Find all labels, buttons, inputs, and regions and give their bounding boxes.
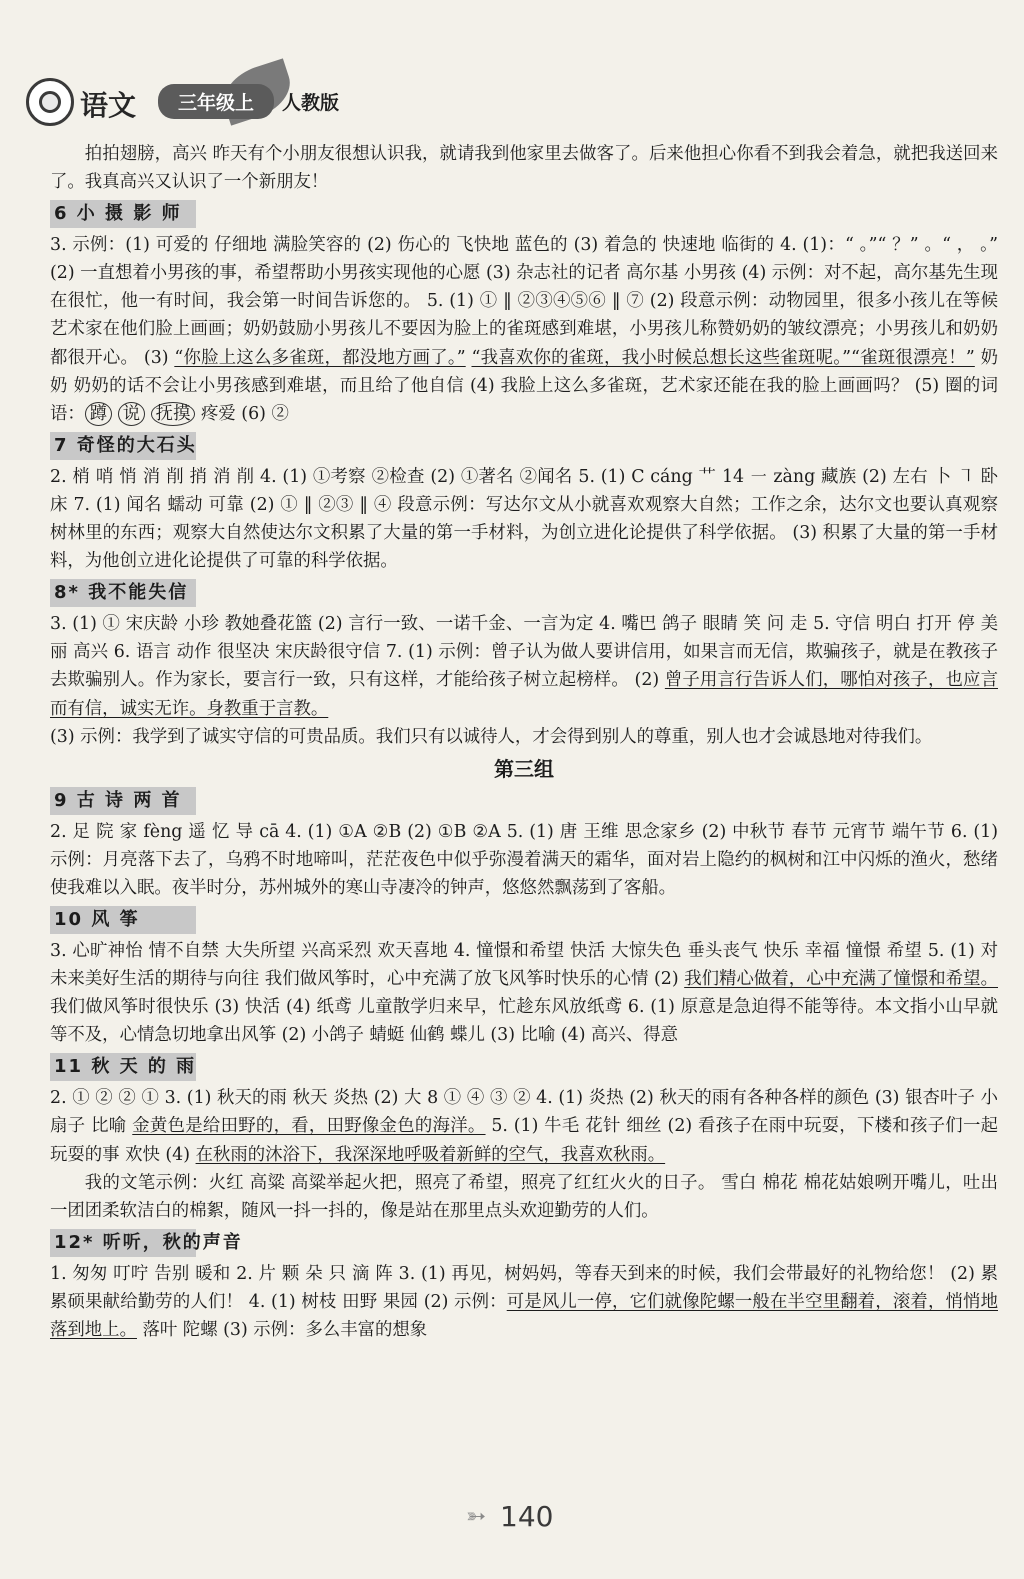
section-6-body: 3. 示例：(1) 可爱的 仔细地 满脸笑容的 (2) 伤心的 飞快地 蓝色的 (3) 着急的 快速地 临街的 4. (1)：“ 。”“ ？” 。“ ， 。” (2) 一直想着小男孩的事，希望帮助小男孩实现他的心愿 (3) 杂志社的记者 高尔基 小男孩 (4) 示例：对不起，高尔基先生现在很忙，他一有时间，我会第一时间告诉您的。 5. (1) ① ‖ ②③④⑤⑥ ‖ ⑦ (2) 段意示例：动物园里，很多小孩儿在等候艺术家在他们脸上画画；奶奶鼓励小男孩儿不要因为脸上的雀斑感到难堪，小男孩儿称赞奶奶的皱纹漂亮；小男孩儿和奶奶都很开心。 (3) “你脸上这么多雀斑，都没地方画了。” “我喜欢你的雀斑，我小时候总想长这些雀斑呢。”“雀斑很漂亮！” 奶奶 奶奶的话不会让小男孩感到难堪，而且给了他自信 (4) 我脸上这么多雀斑，艺术家还能在我的脸上画画吗？ (5) 圈的词语： 蹲 说 抚摸 疼爱 (6) ② [50,235,998,424]
section-title-7: 7 奇怪的大石头 [50,432,196,460]
subject-title: 语文 [80,89,137,122]
section-8-body: 3. (1) ① 宋庆龄 小珍 教她叠花篮 (2) 言行一致、一诺千金、一言为定 4. 嘴巴 鸽子 眼睛 笑 问 走 5. 守信 明白 打开 停 美丽 高兴 6. 语言 动作 很坚决 宋庆龄很守信 7. (1) 示例：曾子认为做人要讲信用，如果言而无信，欺骗孩子，就是在教孩子去欺骗别人。作为家长，要言行一致，只有这样，才能给孩子树立起榜样。 (2) 曾子用言行告诉人们，哪怕对孩子，也应言而有信，诚实无诈。身教重于言教。 (3) 示例：我学到了诚实守信的可贵品质。我们只有以诚待人，才会得到别人的尊重，别人也才会诚恳地对待我们。 [50,614,998,747]
section-title-8: 8* 我不能失信 [50,579,196,607]
book-logo-icon [26,78,74,126]
section-12-body: 1. 匆匆 叮咛 告别 暖和 2. 片 颗 朵 只 滴 阵 3. (1) 再见，树妈妈，等春天到来的时候，我们会带最好的礼物给您！ (2) 累累硕果献给勤劳的人们！ 4. (1) 树枝 田野 果园 (2) 示例：可是风儿一停，它们就像陀螺一般在半空里翻着，滚着，悄悄地落到地上。 落叶 陀螺 (3) 示例：多么丰富的想象 [50,1263,998,1340]
section-title-11: 11 秋 天 的 雨 [50,1053,196,1081]
section-11-body: 2. ① ② ② ① 3. (1) 秋天的雨 秋天 炎热 (2) 大 8 ① ④ ③ ② 4. (1) 炎热 (2) 秋天的雨有各种各样的颜色 (3) 银杏叶子 小扇子 比喻 金黄色是给田野的，看，田野像金色的海洋。 5. (1) 牛毛 花针 细丝 (2) 看孩子在雨中玩耍，下楼和孩子们一起玩耍的事 欢快 (4) 在秋雨的沐浴下，我深深地呼吸着新鲜的空气，我喜欢秋雨。 [50,1088,998,1165]
header [18,68,438,132]
section-title-12: 12* 听听，秋的声音 [50,1229,196,1257]
section-9-body: 2. 足 院 家 fèng 遥 忆 导 cā 4. (1) ①A ②B (2) ①B ②A 5. (1) 唐 王维 思念家乡 (2) 中秋节 春节 元宵节 端午节 6. (1) 示例：月亮落下去了，乌鸦不时地啼叫，茫茫夜色中似乎弥漫着满天的霜华，面对岩上隐约的枫树和江中闪烁的渔火，愁绪使我难以入眠。夜半时分，苏州城外的寒山寺凄冷的钟声，悠悠然飘荡到了客船。 [50,821,998,898]
page-arrow-icon: ➳ [466,1502,487,1530]
section-title-10: 10 风 筝 [50,906,196,934]
edition-label: 人教版 [282,92,340,114]
page-number: 140 [500,1500,554,1533]
section-title-6: 6 小 摄 影 师 [50,200,196,228]
section-7-body: 2. 梢 哨 悄 消 削 捎 消 削 4. (1) ①考察 ②检查 (2) ①著名 ②闻名 5. (1) C cáng 艹 14 ㇐ zàng 藏族 (2) 左右 卜 ㇕ 卧床 7. (1) 闻名 蠕动 可靠 (2) ① ‖ ②③ ‖ ④ 段意示例：写达尔文从小就喜欢观察大自然；工作之余，达尔文也要认真观察树林里的东西；观察大自然使达尔文积累了大量的第一手材料，为创立进化论提供了科学依据。 (3) 积累了大量的第一手材料，为他创立进化论提供了可靠的科学依据。 [50,466,998,572]
group-heading: 第三组 [494,756,554,781]
grade-badge: 三年级上 [158,84,274,119]
section-title-9: 9 古 诗 两 首 [50,787,196,815]
answer-content [50,140,998,1344]
section-11-writing: 我的文笔示例：火红 高粱 高粱举起火把，照亮了希望，照亮了红红火火的日子。 雪白 棉花 棉花姑娘咧开嘴儿，吐出一团团柔软洁白的棉絮，随风一抖一抖的，像是站在那里点头欢迎勤劳的人们。 [50,1172,998,1221]
intro-paragraph: 拍拍翅膀，高兴 昨天有个小朋友很想认识我，就请我到他家里去做客了。后来他担心你看不到我会着急，就把我送回来了。我真高兴又认识了一个新朋友！ [50,144,998,193]
section-10-body: 3. 心旷神怡 情不自禁 大失所望 兴高采烈 欢天喜地 4. 憧憬和希望 快活 大惊失色 垂头丧气 快乐 幸福 憧憬 希望 5. (1) 对未来美好生活的期待与向往 我们做风筝时，心中充满了放飞风筝时快乐的心情 (2) 我们精心做着，心中充满了憧憬和希望。 我们做风筝时很快乐 (3) 快活 (4) 纸鸢 儿童散学归来早，忙趁东风放纸鸢 6. (1) 原意是急迫得不能等待。本文指小山早就等不及，心情急切地拿出风筝 (2) 小鸽子 蜻蜓 仙鹤 蝶儿 (3) 比喻 (4) 高兴、得意 [50,940,998,1046]
